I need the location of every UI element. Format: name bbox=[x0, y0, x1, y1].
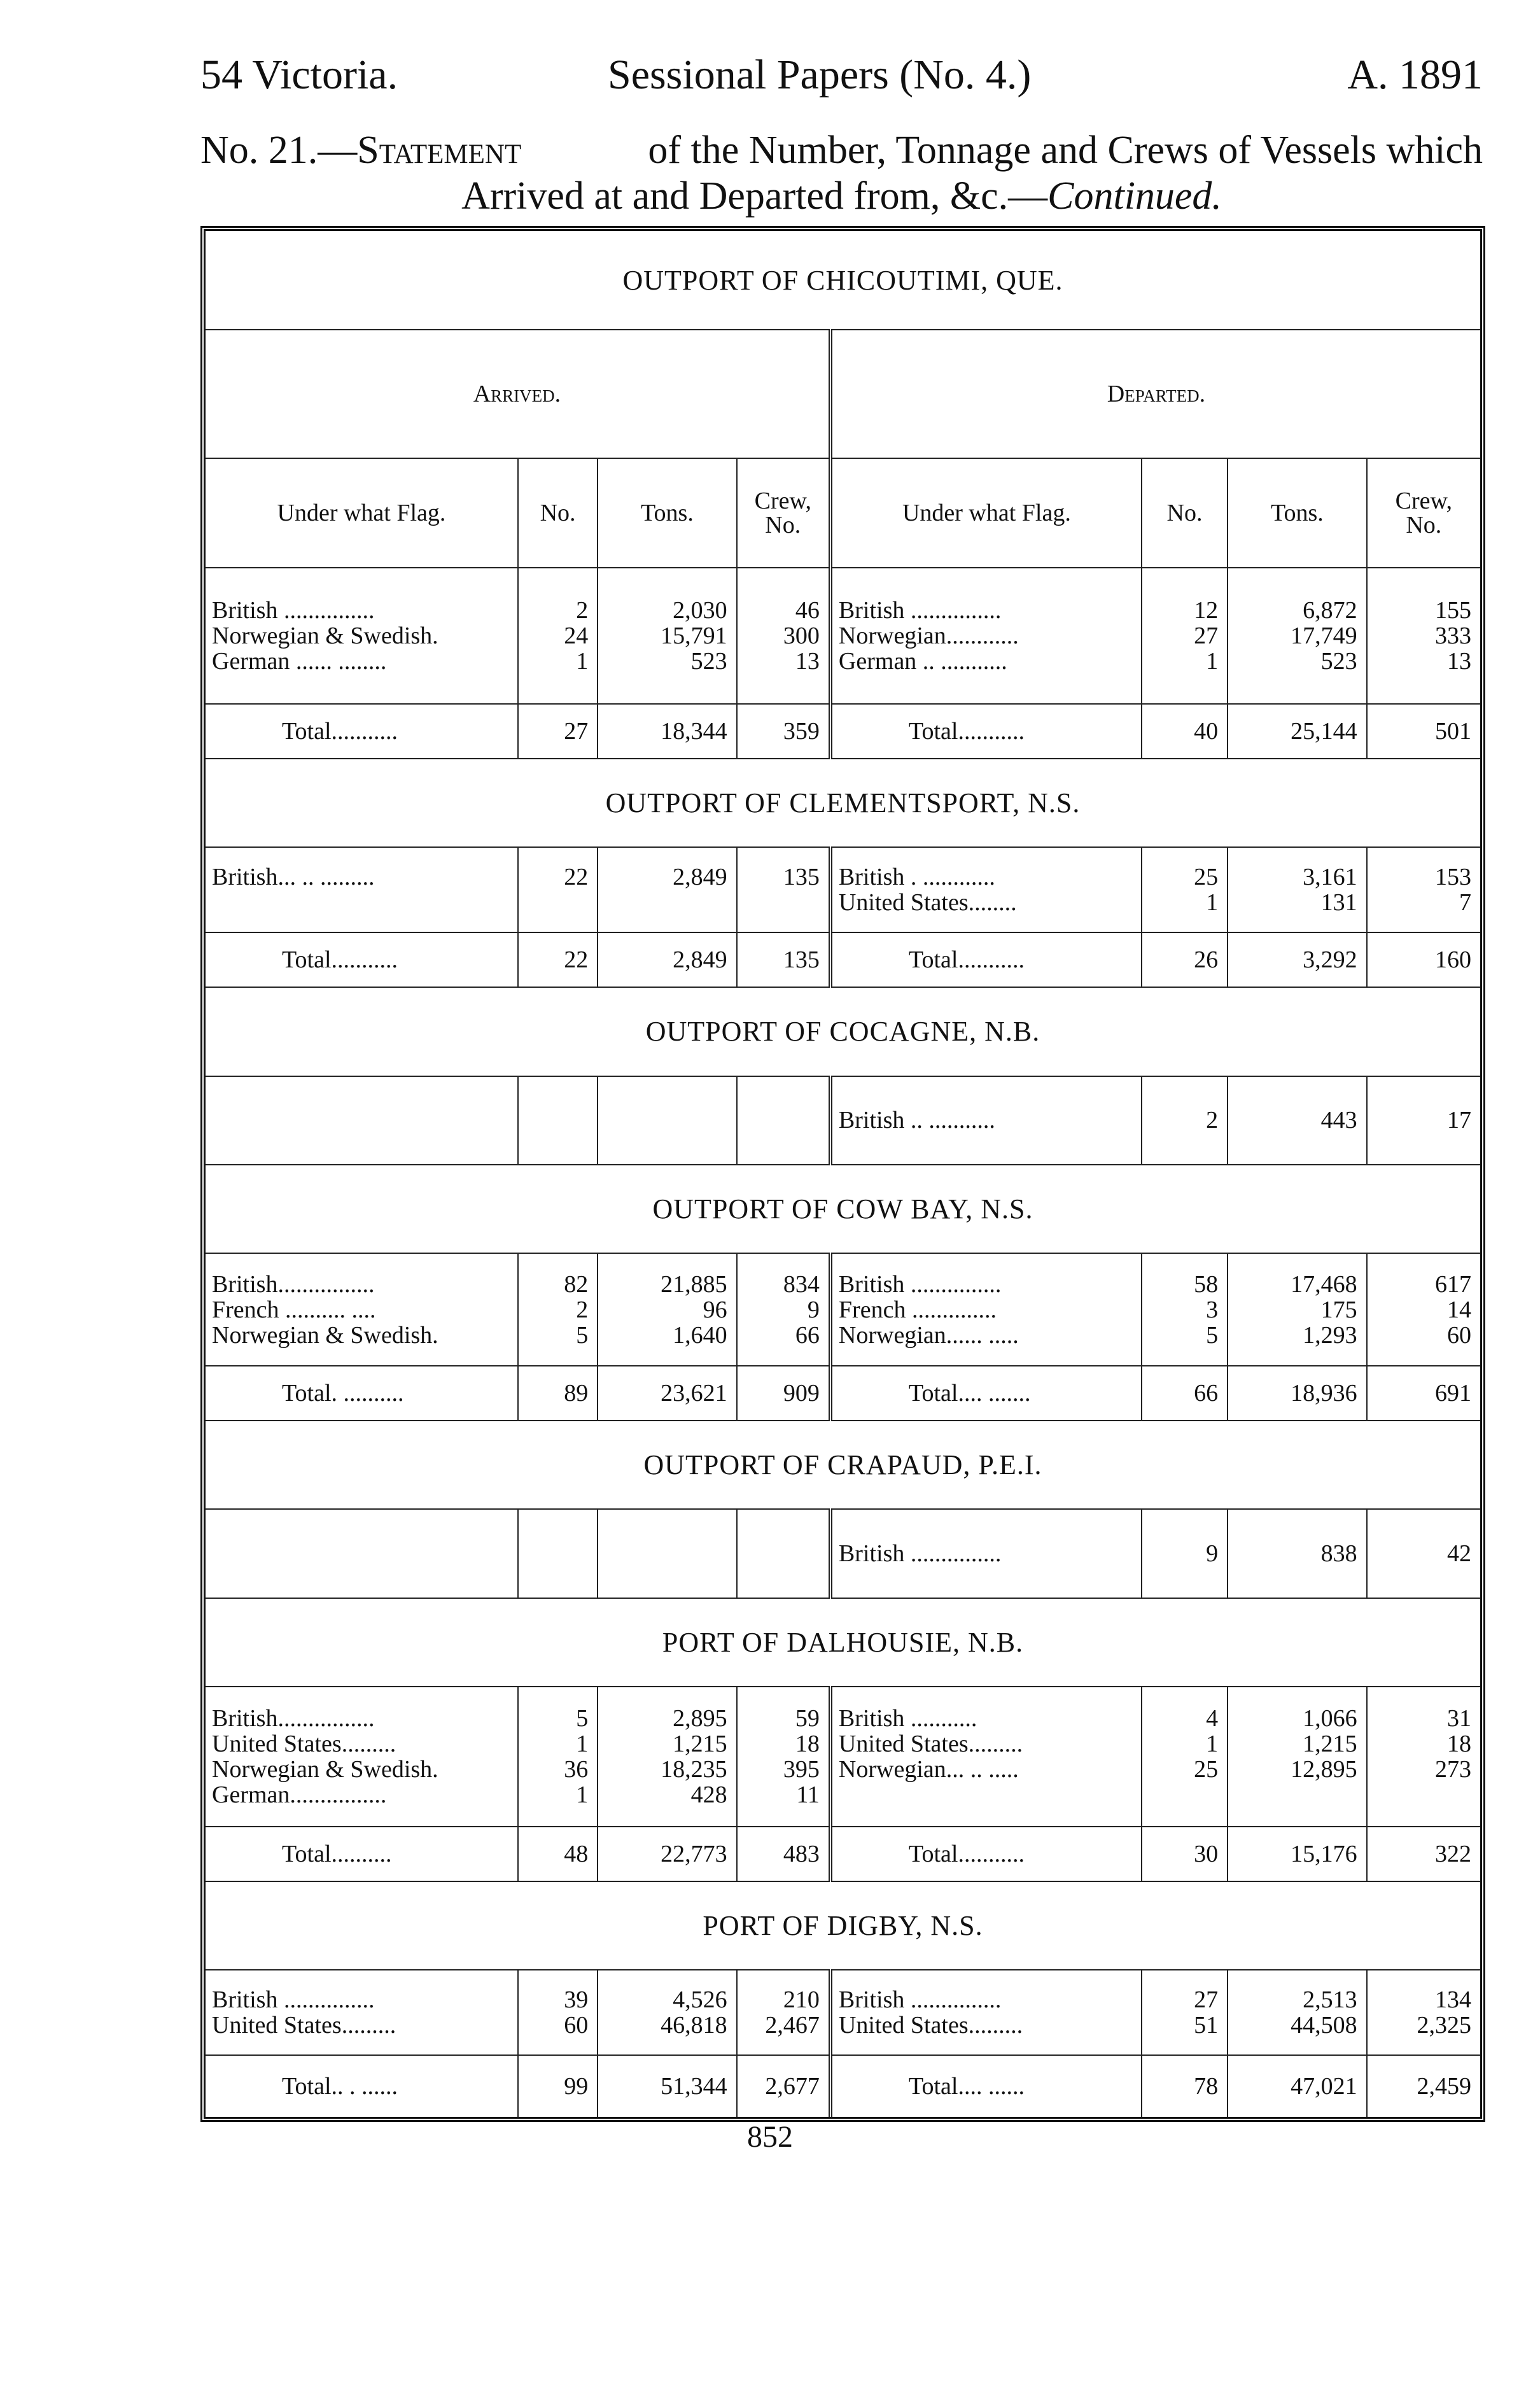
arrived-crew: 59 18 395 11 bbox=[737, 1687, 830, 1827]
arrived-total-crew: 359 bbox=[737, 704, 830, 759]
arrived-tons: 4,526 46,818 bbox=[598, 1970, 736, 2055]
port-title-dalhousie: PORT OF DALHOUSIE, N.B. bbox=[206, 1598, 1480, 1687]
departed-total-label: Total.... ...... bbox=[830, 2055, 1142, 2117]
arrived-total-crew: 483 bbox=[737, 1827, 830, 1881]
departed-no: 12 27 1 bbox=[1142, 568, 1228, 704]
caption-number-statement: No. 21.—Statement bbox=[200, 129, 522, 172]
arrived-total-crew: 135 bbox=[737, 932, 830, 987]
arrived-total-tons: 2,849 bbox=[598, 932, 736, 987]
departed-total-label: Total.... ....... bbox=[830, 1366, 1142, 1421]
arrived-tons: 21,885 96 1,640 bbox=[598, 1253, 736, 1366]
departed-total-crew: 322 bbox=[1367, 1827, 1480, 1881]
arrived-total-crew: 909 bbox=[737, 1366, 830, 1421]
arrived-heading: Arrived. bbox=[206, 330, 830, 458]
arrived-total-no: 22 bbox=[518, 932, 598, 987]
arrived-flags: British................ French .......... .... Norwegian & Swedish. bbox=[206, 1253, 518, 1366]
departed-flag: British ............... bbox=[830, 1509, 1142, 1598]
arrived-total-no: 89 bbox=[518, 1366, 598, 1421]
departed-tons: 2,513 44,508 bbox=[1228, 1970, 1366, 2055]
departed-total-tons: 25,144 bbox=[1228, 704, 1366, 759]
arrived-total-tons: 22,773 bbox=[598, 1827, 736, 1881]
departed-flags: British ............... French .............. Norwegian...... ..... bbox=[830, 1253, 1142, 1366]
col-header-crew: Crew, No. bbox=[737, 458, 830, 568]
departed-total-tons: 18,936 bbox=[1228, 1366, 1366, 1421]
departed-crew: 134 2,325 bbox=[1367, 1970, 1480, 2055]
departed-total-no: 30 bbox=[1142, 1827, 1228, 1881]
arrived-total-tons: 23,621 bbox=[598, 1366, 736, 1421]
departed-total-label: Total........... bbox=[830, 704, 1142, 759]
departed-no: 25 1 bbox=[1142, 847, 1228, 932]
departed-flags: British . ............ United States........ bbox=[830, 847, 1142, 932]
arrived-empty bbox=[206, 1076, 518, 1165]
header-title: Sessional Papers (No. 4.) bbox=[608, 52, 1032, 98]
arrived-total-no: 27 bbox=[518, 704, 598, 759]
arrived-tons: 2,030 15,791 523 bbox=[598, 568, 736, 704]
departed-total-no: 26 bbox=[1142, 932, 1228, 987]
running-header bbox=[200, 50, 1483, 101]
departed-tons: 1,066 1,215 12,895 bbox=[1228, 1687, 1366, 1827]
caption-rest: of the Number, Tonnage and Crews of Vessels which bbox=[648, 129, 1483, 172]
departed-total-label: Total........... bbox=[830, 932, 1142, 987]
departed-total-tons: 15,176 bbox=[1228, 1827, 1366, 1881]
departed-crew: 31 18 273 bbox=[1367, 1687, 1480, 1827]
col-header-tons: Tons. bbox=[1228, 458, 1366, 568]
arrived-total-tons: 18,344 bbox=[598, 704, 736, 759]
departed-heading: Departed. bbox=[830, 330, 1480, 458]
arrived-total-label: Total. .......... bbox=[206, 1366, 518, 1421]
col-header-flag: Under what Flag. bbox=[206, 458, 518, 568]
departed-crew: 153 7 bbox=[1367, 847, 1480, 932]
departed-no: 9 bbox=[1142, 1509, 1228, 1598]
departed-total-tons: 3,292 bbox=[1228, 932, 1366, 987]
col-header-no: No. bbox=[518, 458, 598, 568]
arrived-flags: British... .. ......... bbox=[206, 847, 518, 932]
col-header-no: No. bbox=[1142, 458, 1228, 568]
arrived-flags: British ............... Norwegian & Swedish. German ...... ........ bbox=[206, 568, 518, 704]
port-title-crapaud: OUTPORT OF CRAPAUD, P.E.I. bbox=[206, 1421, 1480, 1509]
departed-flag: British .. ........... bbox=[830, 1076, 1142, 1165]
departed-no: 2 bbox=[1142, 1076, 1228, 1165]
arrived-crew: 210 2,467 bbox=[737, 1970, 830, 2055]
arrived-crew: 46 300 13 bbox=[737, 568, 830, 704]
departed-no: 58 3 5 bbox=[1142, 1253, 1228, 1366]
departed-tons: 838 bbox=[1228, 1509, 1366, 1598]
arrived-total-label: Total.. . ...... bbox=[206, 2055, 518, 2117]
departed-total-crew: 501 bbox=[1367, 704, 1480, 759]
departed-no: 27 51 bbox=[1142, 1970, 1228, 2055]
arrived-total-tons: 51,344 bbox=[598, 2055, 736, 2117]
departed-total-no: 78 bbox=[1142, 2055, 1228, 2117]
table-caption bbox=[200, 127, 1483, 219]
departed-flags: British ........... United States......... Norwegian... .. ..... bbox=[830, 1687, 1142, 1827]
arrived-no: 82 2 5 bbox=[518, 1253, 598, 1366]
arrived-crew: 834 9 66 bbox=[737, 1253, 830, 1366]
departed-crew: 17 bbox=[1367, 1076, 1480, 1165]
departed-tons: 443 bbox=[1228, 1076, 1366, 1165]
arrived-empty bbox=[206, 1509, 518, 1598]
departed-tons: 6,872 17,749 523 bbox=[1228, 568, 1366, 704]
port-title-clementsport: OUTPORT OF CLEMENTSPORT, N.S. bbox=[206, 759, 1480, 847]
port-title-digby: PORT OF DIGBY, N.S. bbox=[206, 1881, 1480, 1970]
arrived-no: 2 24 1 bbox=[518, 568, 598, 704]
departed-total-crew: 691 bbox=[1367, 1366, 1480, 1421]
page-number: 852 bbox=[747, 2120, 793, 2154]
arrived-total-label: Total.......... bbox=[206, 1827, 518, 1881]
arrived-no: 22 bbox=[518, 847, 598, 932]
arrived-flags: British ............... United States......... bbox=[206, 1970, 518, 2055]
arrived-total-label: Total........... bbox=[206, 932, 518, 987]
departed-total-crew: 2,459 bbox=[1367, 2055, 1480, 2117]
departed-crew: 617 14 60 bbox=[1367, 1253, 1480, 1366]
col-header-tons: Tons. bbox=[598, 458, 736, 568]
arrived-flags: British................ United States......... Norwegian & Swedish. German................ bbox=[206, 1687, 518, 1827]
departed-total-no: 40 bbox=[1142, 704, 1228, 759]
departed-tons: 3,161 131 bbox=[1228, 847, 1366, 932]
caption-line-2: Arrived at and Departed from, &c.—Continued. bbox=[461, 174, 1222, 218]
arrived-tons: 2,849 bbox=[598, 847, 736, 932]
departed-total-no: 66 bbox=[1142, 1366, 1228, 1421]
port-title-chicoutimi: OUTPORT OF CHICOUTIMI, QUE. bbox=[622, 264, 1063, 296]
vessel-statement-table bbox=[200, 226, 1485, 2122]
arrived-crew: 135 bbox=[737, 847, 830, 932]
arrived-tons: 2,895 1,215 18,235 428 bbox=[598, 1687, 736, 1827]
departed-tons: 17,468 175 1,293 bbox=[1228, 1253, 1366, 1366]
arrived-no: 39 60 bbox=[518, 1970, 598, 2055]
port-title-cocagne: OUTPORT OF COCAGNE, N.B. bbox=[206, 987, 1480, 1076]
arrived-total-no: 99 bbox=[518, 2055, 598, 2117]
departed-total-tons: 47,021 bbox=[1228, 2055, 1366, 2117]
departed-flags: British ............... United States......... bbox=[830, 1970, 1142, 2055]
arrived-no: 5 1 36 1 bbox=[518, 1687, 598, 1827]
header-session: 54 Victoria. bbox=[200, 52, 398, 98]
departed-no: 4 1 25 bbox=[1142, 1687, 1228, 1827]
departed-flags: British ............... Norwegian............ German .. ........... bbox=[830, 568, 1142, 704]
arrived-total-label: Total........... bbox=[206, 704, 518, 759]
arrived-total-crew: 2,677 bbox=[737, 2055, 830, 2117]
departed-crew: 42 bbox=[1367, 1509, 1480, 1598]
departed-crew: 155 333 13 bbox=[1367, 568, 1480, 704]
col-header-crew: Crew, No. bbox=[1367, 458, 1480, 568]
departed-total-crew: 160 bbox=[1367, 932, 1480, 987]
col-header-flag: Under what Flag. bbox=[830, 458, 1142, 568]
arrived-total-no: 48 bbox=[518, 1827, 598, 1881]
port-title-cow-bay: OUTPORT OF COW BAY, N.S. bbox=[206, 1165, 1480, 1253]
departed-total-label: Total........... bbox=[830, 1827, 1142, 1881]
header-year: A. 1891 bbox=[1347, 52, 1483, 98]
